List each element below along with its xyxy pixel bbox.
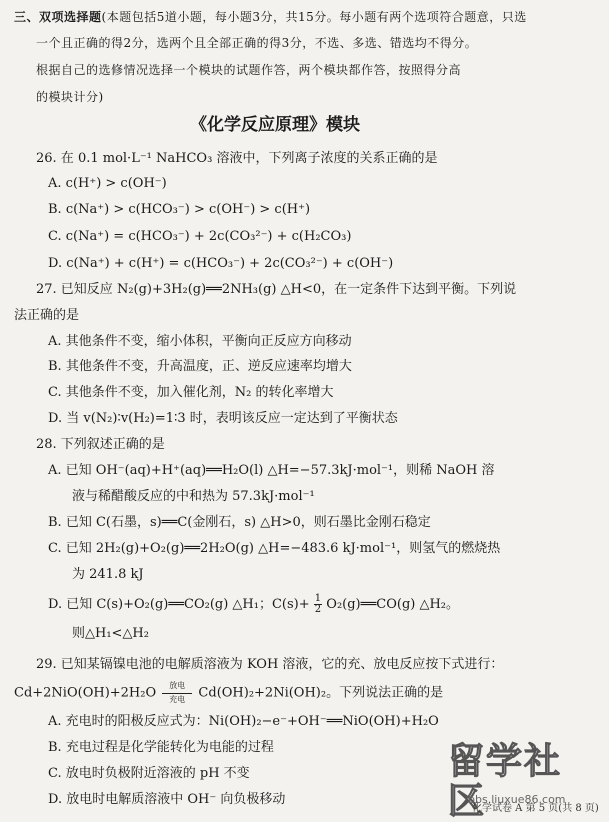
q27-option-a: A. 其他条件不变，缩小体积，平衡向正反应方向移动 — [48, 334, 352, 349]
q28-option-d-line1 — [48, 594, 459, 615]
q26-stem: 26. 在 0.1 mol·L⁻¹ NaHCO₃ 溶液中，下列离子浓度的关系正确的是 — [36, 151, 438, 166]
reversible-arrow — [160, 681, 194, 704]
arrow-label-charge: 充电 — [169, 695, 186, 704]
q28-option-a-line2: 液与稀醋酸反应的中和热为 57.3kJ·mol⁻¹ — [72, 489, 315, 504]
one-half-fraction — [314, 594, 322, 615]
q28-stem: 28. 下列叙述正确的是 — [36, 437, 165, 452]
fraction-numerator: 1 — [314, 593, 322, 604]
section-instructions-4: 的模块计分) — [36, 90, 104, 104]
section-heading-line — [14, 8, 527, 26]
q28-option-d-part2: O₂(g)══CO(g) △H₂。 — [326, 597, 460, 612]
watermark-url: bbs.liuxue86.com — [468, 793, 566, 806]
q29-option-d: D. 放电时电解质溶液中 OH⁻ 向负极移动 — [48, 792, 286, 807]
q29-option-c: C. 放电时负极附近溶液的 pH 不变 — [48, 766, 250, 781]
arrow-bar — [162, 693, 192, 694]
q27-stem-2: 法正确的是 — [14, 308, 80, 323]
q28-option-c-line2: 为 241.8 kJ — [72, 567, 144, 582]
section-instructions-2: 一个且正确的得2分，选两个且全部正确的得3分，不选、多选、错选均不得分。 — [36, 36, 478, 50]
q27-option-b: B. 其他条件不变，升高温度，正、逆反应速率均增大 — [48, 359, 352, 374]
page-footer: 化学试卷 A 第 5 页(共 8 页) — [472, 803, 599, 814]
q29-equation-left: Cd+2NiO(OH)+2H₂O — [14, 685, 157, 701]
q26-option-a: A. c(H⁺) > c(OH⁻) — [48, 176, 167, 191]
q29-equation-right: Cd(OH)₂+2Ni(OH)₂。下列说法正确的是 — [198, 685, 444, 701]
q29-stem: 29. 已知某镉镍电池的电解质溶液为 KOH 溶液，它的充、放电反应按下式进行： — [36, 657, 504, 672]
q28-option-c-line1: C. 已知 2H₂(g)+O₂(g)══2H₂O(g) △H=−483.6 kJ·mol⁻¹，则氢气的燃烧热 — [48, 541, 501, 556]
watermark-text: 留学社区 — [448, 741, 563, 822]
q27-stem-1: 27. 已知反应 N₂(g)+3H₂(g)══2NH₃(g) △H<0，在一定条件下达到平衡。下列说 — [36, 282, 517, 297]
section-instructions-1: (本题包括5道小题，每小题3分，共15分。每小题有两个选项符合题意，只选 — [101, 10, 527, 24]
q27-option-d: D. 当 v(N₂)∶v(H₂)=1∶3 时，表明该反应一定达到了平衡状态 — [48, 411, 398, 426]
q29-equation — [14, 681, 444, 704]
section-heading: 三、双项选择题 — [14, 10, 102, 24]
fraction-denominator: 2 — [314, 604, 322, 615]
arrow-label-discharge: 放电 — [169, 681, 186, 690]
q26-option-c: C. c(Na⁺) = c(HCO₃⁻) + 2c(CO₃²⁻) + c(H₂CO₃) — [48, 229, 352, 244]
q28-option-b: B. 已知 C(石墨，s)══C(金刚石，s) △H>0，则石墨比金刚石稳定 — [48, 515, 431, 530]
q27-option-c: C. 其他条件不变，加入催化剂，N₂ 的转化率增大 — [48, 385, 334, 400]
q26-option-d: D. c(Na⁺) + c(H⁺) = c(HCO₃⁻) + 2c(CO₃²⁻) + c(OH⁻) — [48, 256, 394, 271]
q28-option-a-line1: A. 已知 OH⁻(aq)+H⁺(aq)══H₂O(l) △H=−57.3kJ·mol⁻¹，则稀 NaOH 溶 — [48, 463, 495, 478]
q28-option-d-part1: D. 已知 C(s)+O₂(g)══CO₂(g) △H₁；C(s)+ — [48, 597, 310, 612]
q26-option-b: B. c(Na⁺) > c(HCO₃⁻) > c(OH⁻) > c(H⁺) — [48, 202, 311, 217]
q29-option-b: B. 充电过程是化学能转化为电能的过程 — [48, 740, 274, 755]
section-instructions-3: 根据自己的选修情况选择一个模块的试题作答，两个模块都作答，按照得分高 — [36, 63, 462, 77]
q28-option-d-line2: 则△H₁<△H₂ — [72, 626, 149, 641]
q29-option-a: A. 充电时的阳极反应式为：Ni(OH)₂−e⁻+OH⁻══NiO(OH)+H₂O — [48, 714, 439, 729]
module-title: 《化学反应原理》模块 — [190, 115, 360, 135]
